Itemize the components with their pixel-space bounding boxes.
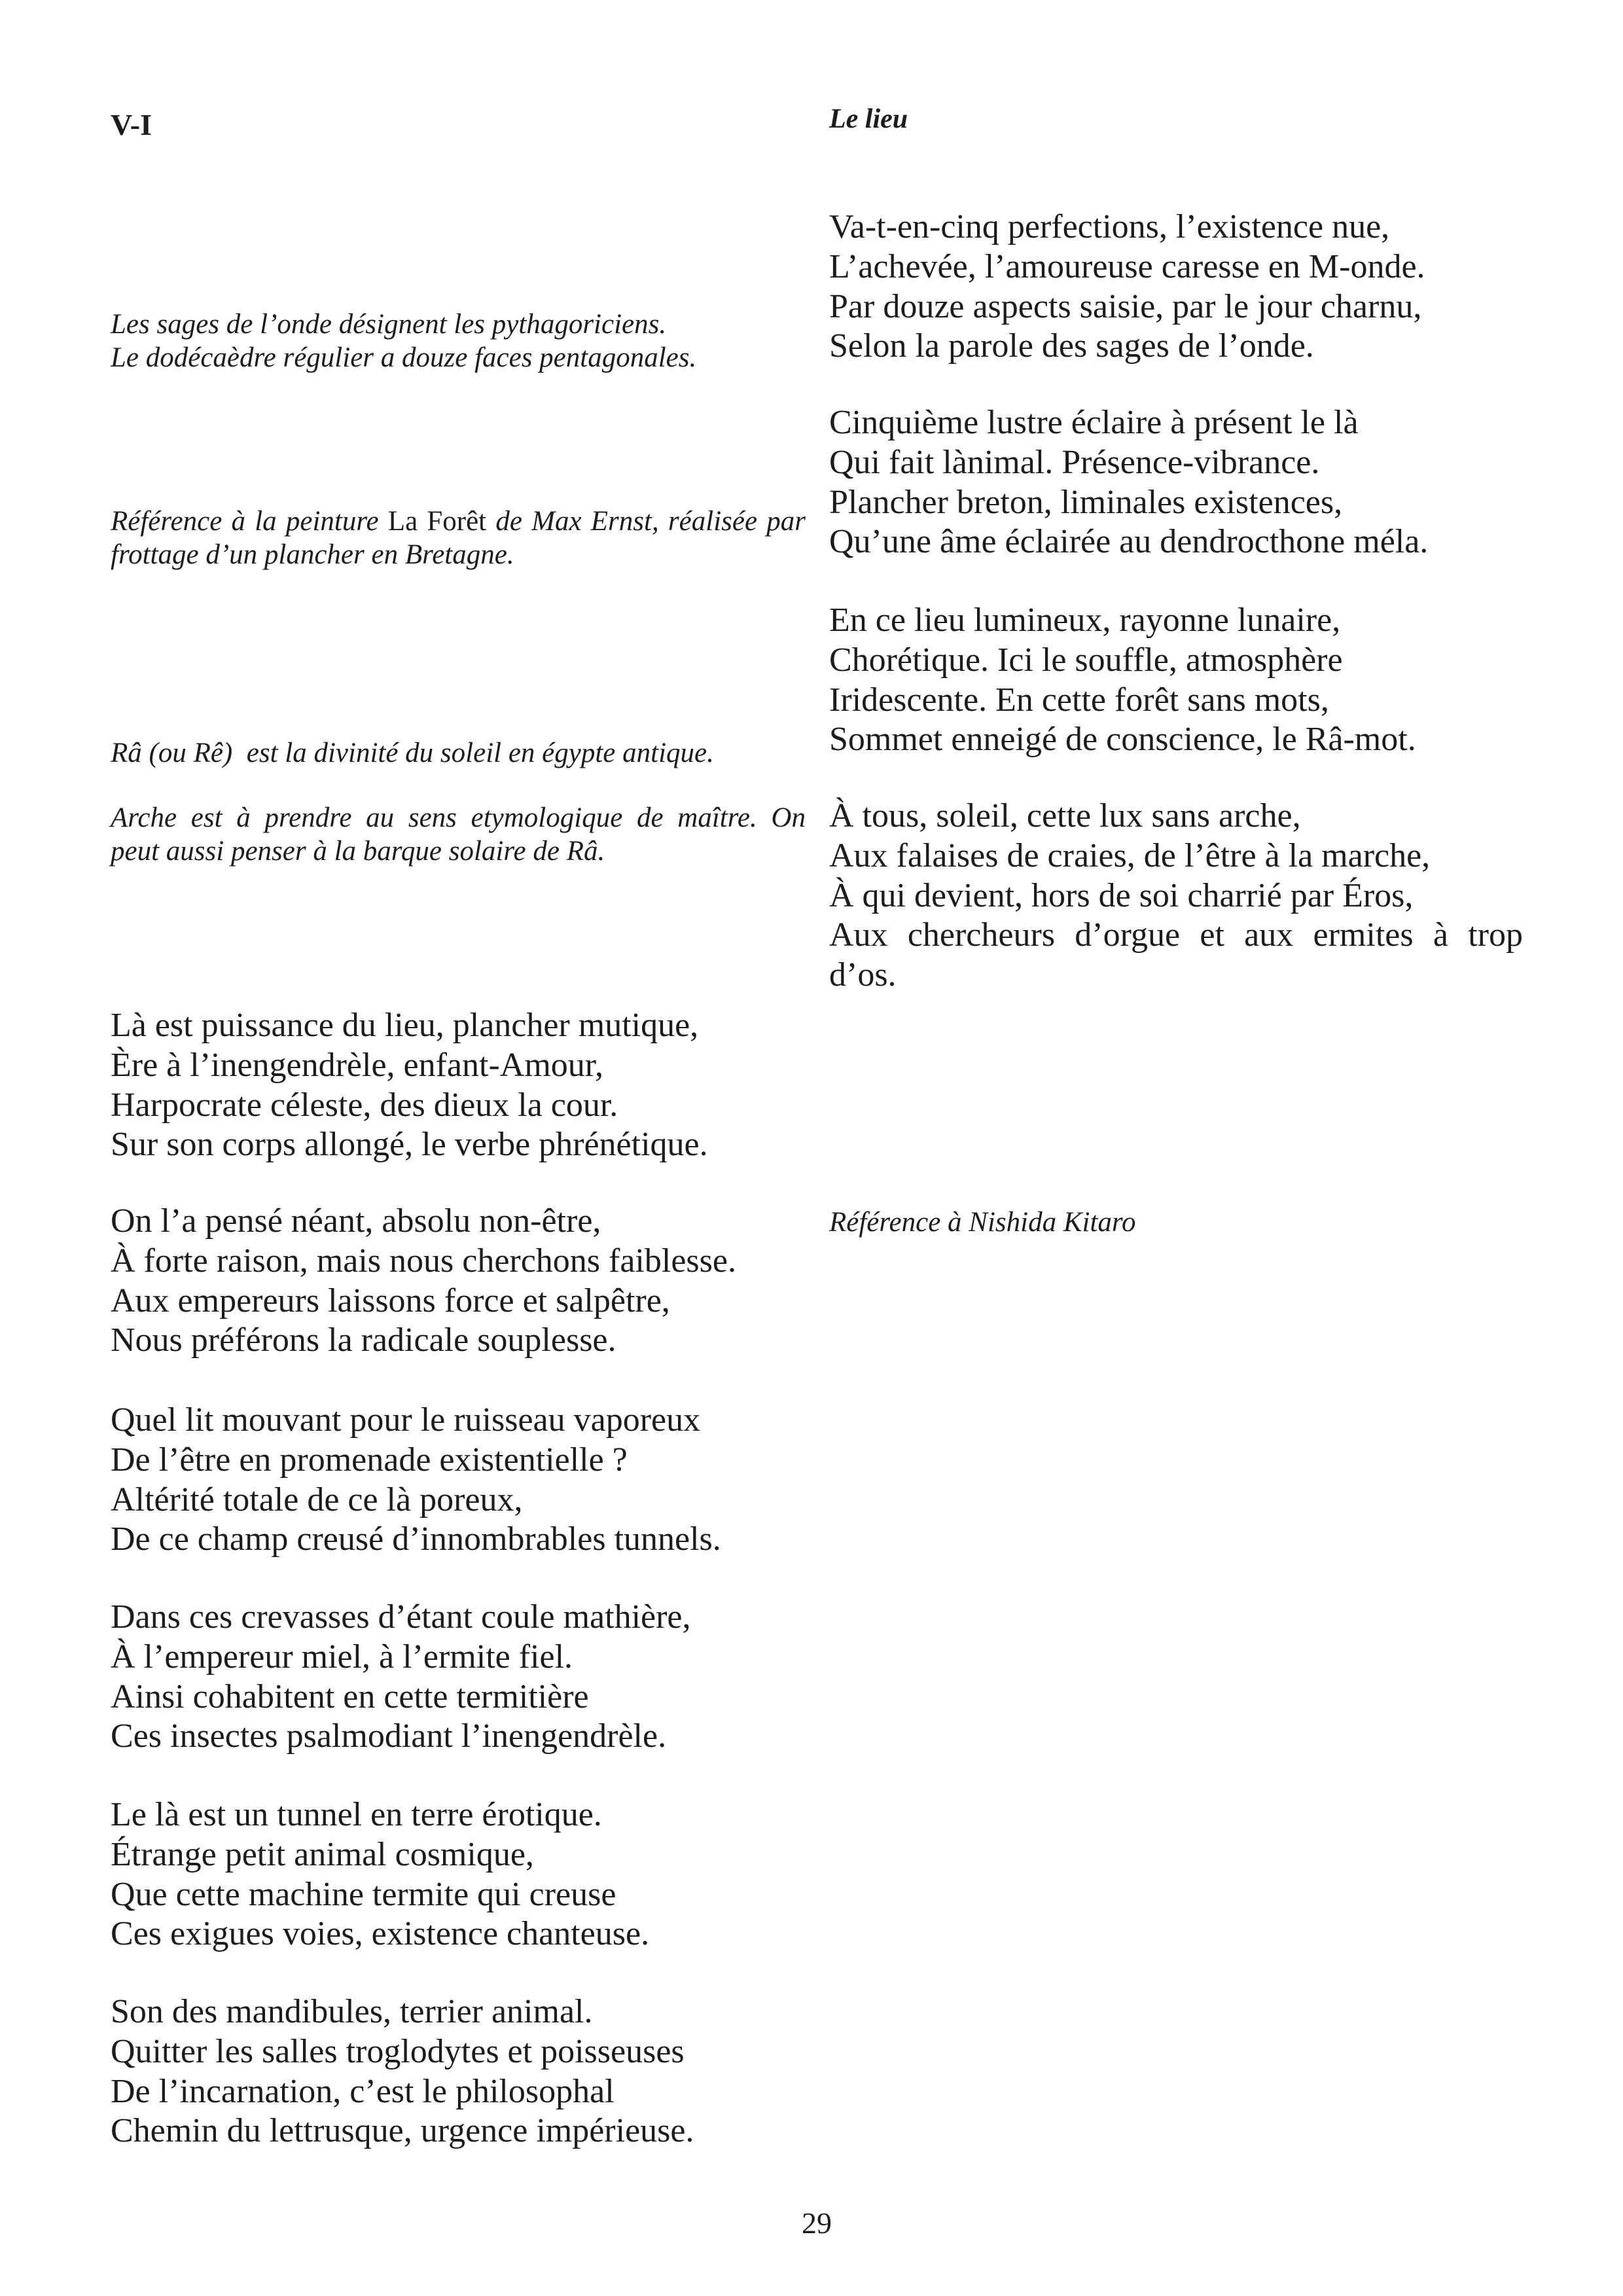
note-line: Arche est à prendre au sens etymologique de maître. On	[111, 802, 806, 833]
note	[111, 308, 806, 374]
stanza	[829, 601, 1523, 760]
note	[111, 505, 806, 571]
verse-line: À tous, soleil, cette lux sans arche,	[829, 797, 1301, 834]
section-number: V-I	[111, 108, 152, 141]
verse-line: Ainsi cohabitent en cette termitière	[111, 1677, 589, 1715]
verse-line: Aux falaises de craies, de l’être à la marche,	[829, 836, 1431, 874]
verse-line: L’achevée, l’amoureuse caresse en M-onde.	[829, 247, 1425, 285]
verse-line: Ère à l’inengendrèle, enfant-Amour,	[111, 1046, 604, 1084]
verse-line: Étrange petit animal cosmique,	[111, 1835, 534, 1873]
note	[111, 736, 806, 770]
verse-line: À l’empereur miel, à l’ermite fiel.	[111, 1638, 573, 1676]
stanza	[111, 1401, 806, 1560]
verse-line: En ce lieu lumineux, rayonne lunaire,	[829, 601, 1341, 639]
note-text: de Max Ernst, réalisée par	[495, 506, 806, 537]
verse-line: De ce champ creusé d’innombrables tunnels.	[111, 1520, 721, 1558]
verse-line: Que cette machine termite qui creuse	[111, 1875, 616, 1913]
verse-line: Dans ces crevasses d’étant coule mathière,	[111, 1598, 691, 1636]
stanza	[111, 1006, 806, 1165]
verse-line: Chorétique. Ici le souffle, atmosphère	[829, 641, 1343, 679]
verse-line: d’os.	[829, 956, 897, 994]
verse-line: Aux empereurs laissons force et salpêtre,	[111, 1282, 670, 1319]
note-line: Râ (ou Rê) est la divinité du soleil en égypte antique.	[111, 738, 714, 768]
verse-line: Plancher breton, liminales existences,	[829, 483, 1343, 521]
verse-line: Nous préférons la radicale souplesse.	[111, 1321, 616, 1359]
verse-line: On l’a pensé néant, absolu non-être,	[111, 1202, 601, 1240]
verse-line: Va-t-en-cinq perfections, l’existence nue,	[829, 208, 1390, 245]
verse-line: Qui fait lànimal. Présence-vibrance.	[829, 443, 1320, 481]
chapter-title: Le lieu	[829, 104, 908, 134]
verse-line: Quel lit mouvant pour le ruisseau vaporeux	[111, 1401, 701, 1439]
stanza	[111, 1202, 806, 1361]
verse-line: Sommet enneigé de conscience, le Râ-mot.	[829, 721, 1416, 759]
stanza	[829, 403, 1523, 562]
verse-line: Là est puissance du lieu, plancher mutique,	[111, 1007, 699, 1044]
verse-line: Selon la parole des sages de l’onde.	[829, 327, 1314, 365]
verse-line: Ces insectes psalmodiant l’inengendrèle.	[111, 1717, 667, 1755]
verse-line: À qui devient, hors de soi charrié par Éros,	[829, 876, 1414, 914]
stanza	[111, 1992, 806, 2151]
page-number: 29	[802, 2206, 832, 2240]
note-line: Le dodécaèdre régulier a douze faces pentagonales.	[111, 342, 697, 373]
note-line: Référence à Nishida Kitaro	[829, 1207, 1136, 1238]
verse-line: Iridescente. En cette forêt sans mots,	[829, 681, 1329, 719]
stanza	[829, 207, 1523, 367]
verse-line: Sur son corps allongé, le verbe phrénétique.	[111, 1126, 708, 1164]
verse-line: Ces exigues voies, existence chanteuse.	[111, 1915, 650, 1953]
stanza	[111, 1598, 806, 1757]
verse-line: Qu’une âme éclairée au dendrocthone méla.	[829, 523, 1429, 561]
verse-line: Le là est un tunnel en terre érotique.	[111, 1796, 602, 1833]
note-line: peut aussi penser à la barque solaire de Râ.	[111, 836, 605, 867]
note	[111, 801, 806, 868]
verse-line: De l’incarnation, c’est le philosophal	[111, 2072, 615, 2110]
note-line	[111, 505, 806, 538]
note-line: frottage d’un plancher en Bretagne.	[111, 539, 514, 570]
verse-line: Aux chercheurs d’orgue et aux ermites à trop	[829, 916, 1523, 954]
note-line: Les sages de l’onde désignent les pythagoriciens.	[111, 309, 667, 340]
stanza	[111, 1795, 806, 1954]
verse-line: Par douze aspects saisie, par le jour charnu,	[829, 287, 1422, 325]
stanza	[829, 797, 1523, 996]
artwork-title: La Forêt	[387, 506, 487, 537]
verse-line: Chemin du lettrusque, urgence impérieuse.	[111, 2112, 694, 2150]
verse-line: Cinquième lustre éclaire à présent le là	[829, 404, 1359, 441]
verse-line: Altérité totale de ce là poreux,	[111, 1480, 523, 1518]
verse-line: De l’être en promenade existentielle ?	[111, 1441, 628, 1479]
note-text: Référence à la peinture	[111, 506, 379, 537]
verse-line: Quitter les salles troglodytes et poisseuses	[111, 2032, 685, 2070]
note	[829, 1206, 1523, 1239]
verse-line: Son des mandibules, terrier animal.	[111, 1993, 593, 2030]
verse-line: À forte raison, mais nous cherchons faiblesse.	[111, 1242, 736, 1280]
verse-line: Harpocrate céleste, des dieux la cour.	[111, 1086, 618, 1124]
